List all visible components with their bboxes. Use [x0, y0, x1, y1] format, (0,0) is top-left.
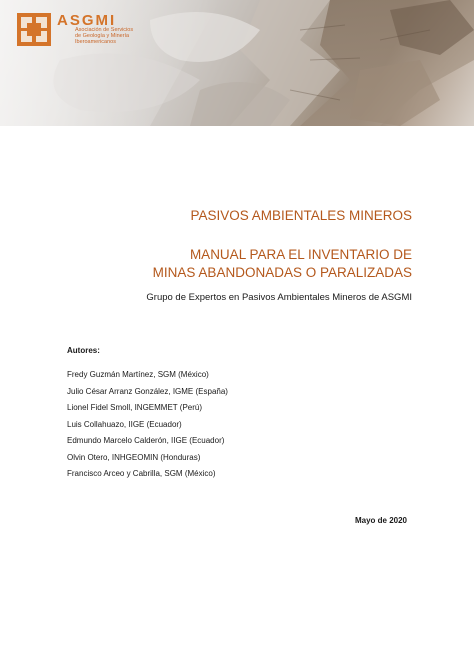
logo-tagline-line: Iberoamericanos [75, 39, 116, 45]
author-item: Fredy Guzmán Martínez, SGM (México) [67, 370, 209, 379]
asgmi-logo-mark-icon [17, 13, 51, 46]
logo-tagline [75, 27, 165, 45]
logo-name: ASGMI [57, 12, 117, 29]
author-item: Lionel Fidel Smoll, INGEMMET (Perú) [67, 403, 202, 412]
asgmi-logo [17, 13, 157, 47]
publication-date: Mayo de 2020 [354, 516, 407, 525]
document-title-block [153, 208, 412, 282]
logo-tagline-line: Asociación de Servicios [75, 27, 134, 33]
author-list [67, 367, 228, 483]
expert-group-line: Grupo de Expertos en Pasivos Ambientales Mineros de ASGMI [146, 292, 412, 303]
subtitle-line: MINAS ABANDONADAS O PARALIZADAS [152, 265, 412, 280]
header-rock-banner [0, 0, 474, 126]
author-item: Francisco Arceo y Cabrilla, SGM (México) [67, 469, 216, 478]
author-item: Edmundo Marcelo Calderón, IIGE (Ecuador) [67, 436, 225, 445]
subtitle-line: MANUAL PARA EL INVENTARIO DE [189, 247, 412, 262]
logo-tagline-line: de Geología y Minería [75, 33, 130, 39]
author-item: Luis Collahuazo, IIGE (Ecuador) [67, 419, 182, 429]
authors-label: Autores: [67, 346, 100, 355]
document-title: PASIVOS AMBIENTALES MINEROS [190, 208, 412, 223]
author-item: Julio César Arranz González, IGME (España) [67, 386, 228, 396]
document-subtitle [153, 246, 412, 282]
author-item: Olvin Otero, INHGEOMIN (Honduras) [67, 452, 201, 462]
